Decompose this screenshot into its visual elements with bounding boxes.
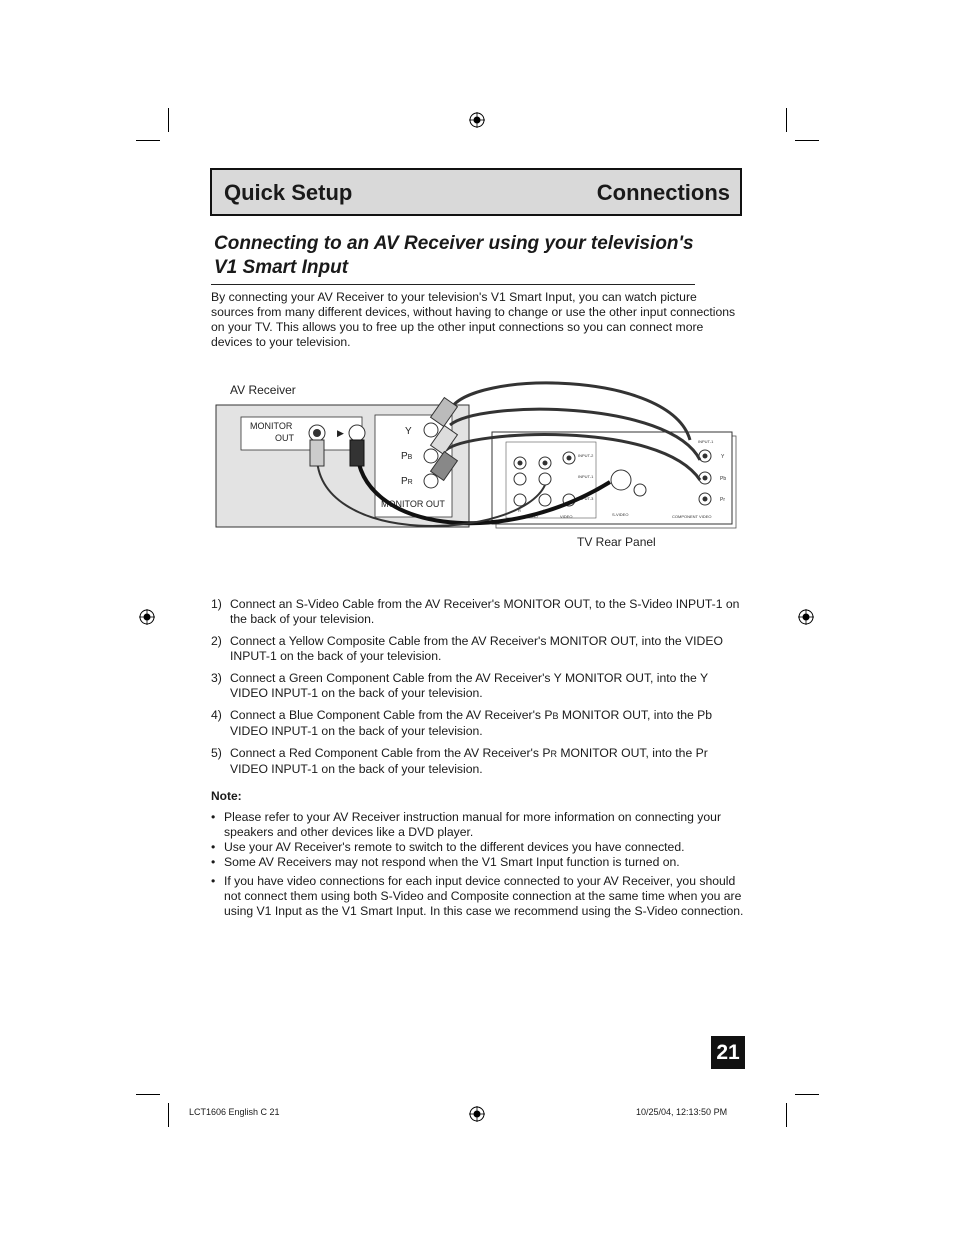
pb-jack — [424, 449, 438, 463]
step-text: Connect a Green Component Cable from the AV Receiver's Y MONITOR OUT, into the Y VIDEO INPUT-1 on the back of your television. — [230, 671, 708, 700]
step-number: 1) — [211, 597, 222, 611]
arrow-icon: ▶ — [337, 428, 344, 438]
step-text-pre: Connect a Blue Component Cable from the AV Receiver's P — [230, 708, 553, 722]
tv-rear-panel-label: TV Rear Panel — [577, 535, 656, 549]
panel-input-right: INPUT-1 — [698, 439, 714, 444]
footer-right: 10/25/04, 12:13:50 PM — [636, 1107, 728, 1117]
step-number: 4) — [211, 708, 222, 722]
header-bar — [210, 168, 742, 216]
crop-mark — [795, 1094, 819, 1095]
step-text: Connect a Yellow Composite Cable from the AV Receiver's MONITOR OUT, into the VIDEO INPUT-1 on the back of your television. — [230, 634, 723, 663]
crop-mark — [168, 108, 169, 132]
bullet-icon: • — [211, 874, 216, 888]
monitor-out-line2: OUT — [275, 433, 294, 443]
step-number: 3) — [211, 671, 222, 685]
bullet-icon: • — [211, 810, 216, 824]
panel-y: Y — [721, 454, 725, 460]
header-left-title: Quick Setup — [224, 180, 353, 205]
av-receiver-label: AV Receiver — [230, 383, 296, 397]
step-subscript: R — [550, 749, 557, 759]
panel-video: VIDEO — [560, 514, 573, 519]
list-item — [211, 708, 746, 739]
pb-main: P — [401, 451, 408, 462]
intro-paragraph: By connecting your AV Receiver to your television's V1 Smart Input, you can watch picture sources from many different devices, without having to change or use the other input connections on your TV. This allows you to free up the other input connections so you can connect more devices to your television. — [211, 290, 736, 349]
footer-left: LCT1606 English C 21 — [189, 1107, 280, 1117]
list-item — [211, 810, 746, 840]
notes-list — [211, 810, 746, 919]
panel-pr: Pr — [720, 497, 725, 503]
pr-jack — [424, 474, 438, 488]
panel-audio: AUDIO — [525, 514, 538, 519]
panel-input2: INPUT-2 — [578, 453, 594, 458]
pr-sub: R — [407, 479, 413, 486]
step-text-post: MONITOR OUT, into the Pb VIDEO INPUT-1 on the back of your television. — [230, 708, 713, 738]
steps-list — [211, 597, 746, 784]
panel-svideo: S-VIDEO — [612, 512, 629, 517]
connection-diagram — [200, 370, 760, 560]
crop-mark — [168, 1103, 169, 1127]
pb-sub: B — [407, 454, 413, 461]
list-item — [211, 874, 746, 919]
header-right-title: Connections — [596, 180, 730, 205]
step-text-pre: Connect a Red Component Cable from the AV Receiver's P — [230, 746, 551, 760]
crop-mark — [136, 1094, 160, 1095]
step-text: Connect an S-Video Cable from the AV Receiver's MONITOR OUT, to the S-Video INPUT-1 on the back of your television. — [230, 597, 740, 626]
panel-component: COMPONENT VIDEO — [672, 514, 712, 519]
page-number: 21 — [711, 1036, 745, 1069]
note-text: Use your AV Receiver's remote to switch to the different devices you have connected. — [224, 840, 685, 854]
crop-mark — [786, 108, 787, 132]
bullet-icon: • — [211, 840, 216, 854]
panel-l: L — [543, 508, 546, 513]
registration-mark-icon — [798, 609, 814, 625]
note-text: Please refer to your AV Receiver instruction manual for more information on connecting your speakers and other devices like a DVD player. — [224, 810, 721, 839]
title-divider — [211, 284, 695, 285]
list-item — [211, 634, 746, 664]
monitor-out-block-label: MONITOR OUT — [381, 499, 445, 509]
crop-mark — [795, 140, 819, 141]
step-text-post: MONITOR OUT, into the Pr VIDEO INPUT-1 on the back of your television. — [230, 746, 708, 776]
section-title: Connecting to an AV Receiver using your television's V1 Smart Input — [214, 233, 694, 278]
list-item — [211, 855, 746, 870]
crop-mark — [786, 1103, 787, 1127]
step-number: 5) — [211, 746, 222, 760]
note-heading: Note: — [211, 789, 242, 803]
registration-mark-icon — [469, 112, 485, 128]
step-subscript: B — [552, 711, 559, 721]
registration-mark-icon — [139, 609, 155, 625]
svideo-jack — [349, 425, 365, 441]
list-item — [211, 597, 746, 627]
y-jack — [424, 423, 438, 437]
list-item — [211, 671, 746, 701]
step-number: 2) — [211, 634, 222, 648]
panel-pb: Pb — [720, 476, 727, 482]
list-item — [211, 840, 746, 855]
crop-mark — [136, 140, 160, 141]
list-item — [211, 746, 746, 777]
note-text: Some AV Receivers may not respond when the V1 Smart Input function is turned on. — [224, 855, 680, 869]
pr-main: P — [401, 476, 408, 487]
panel-r: R — [518, 508, 521, 513]
panel-input1: INPUT-1 — [578, 474, 594, 479]
tv-svideo-jack — [611, 470, 631, 490]
y-label: Y — [405, 426, 412, 437]
registration-mark-icon — [469, 1106, 485, 1122]
note-text: If you have video connections for each input device connected to your AV Receiver, you should not connect them using both S-Video and Composite connection at the same time when you are using V1 Input as the V1 Smart Input. In this case we recommend using the S-Video connection. — [224, 874, 744, 918]
panel-input3: INPUT-3 — [578, 496, 594, 501]
monitor-out-line1: MONITOR — [250, 421, 293, 431]
bullet-icon: • — [211, 855, 216, 869]
